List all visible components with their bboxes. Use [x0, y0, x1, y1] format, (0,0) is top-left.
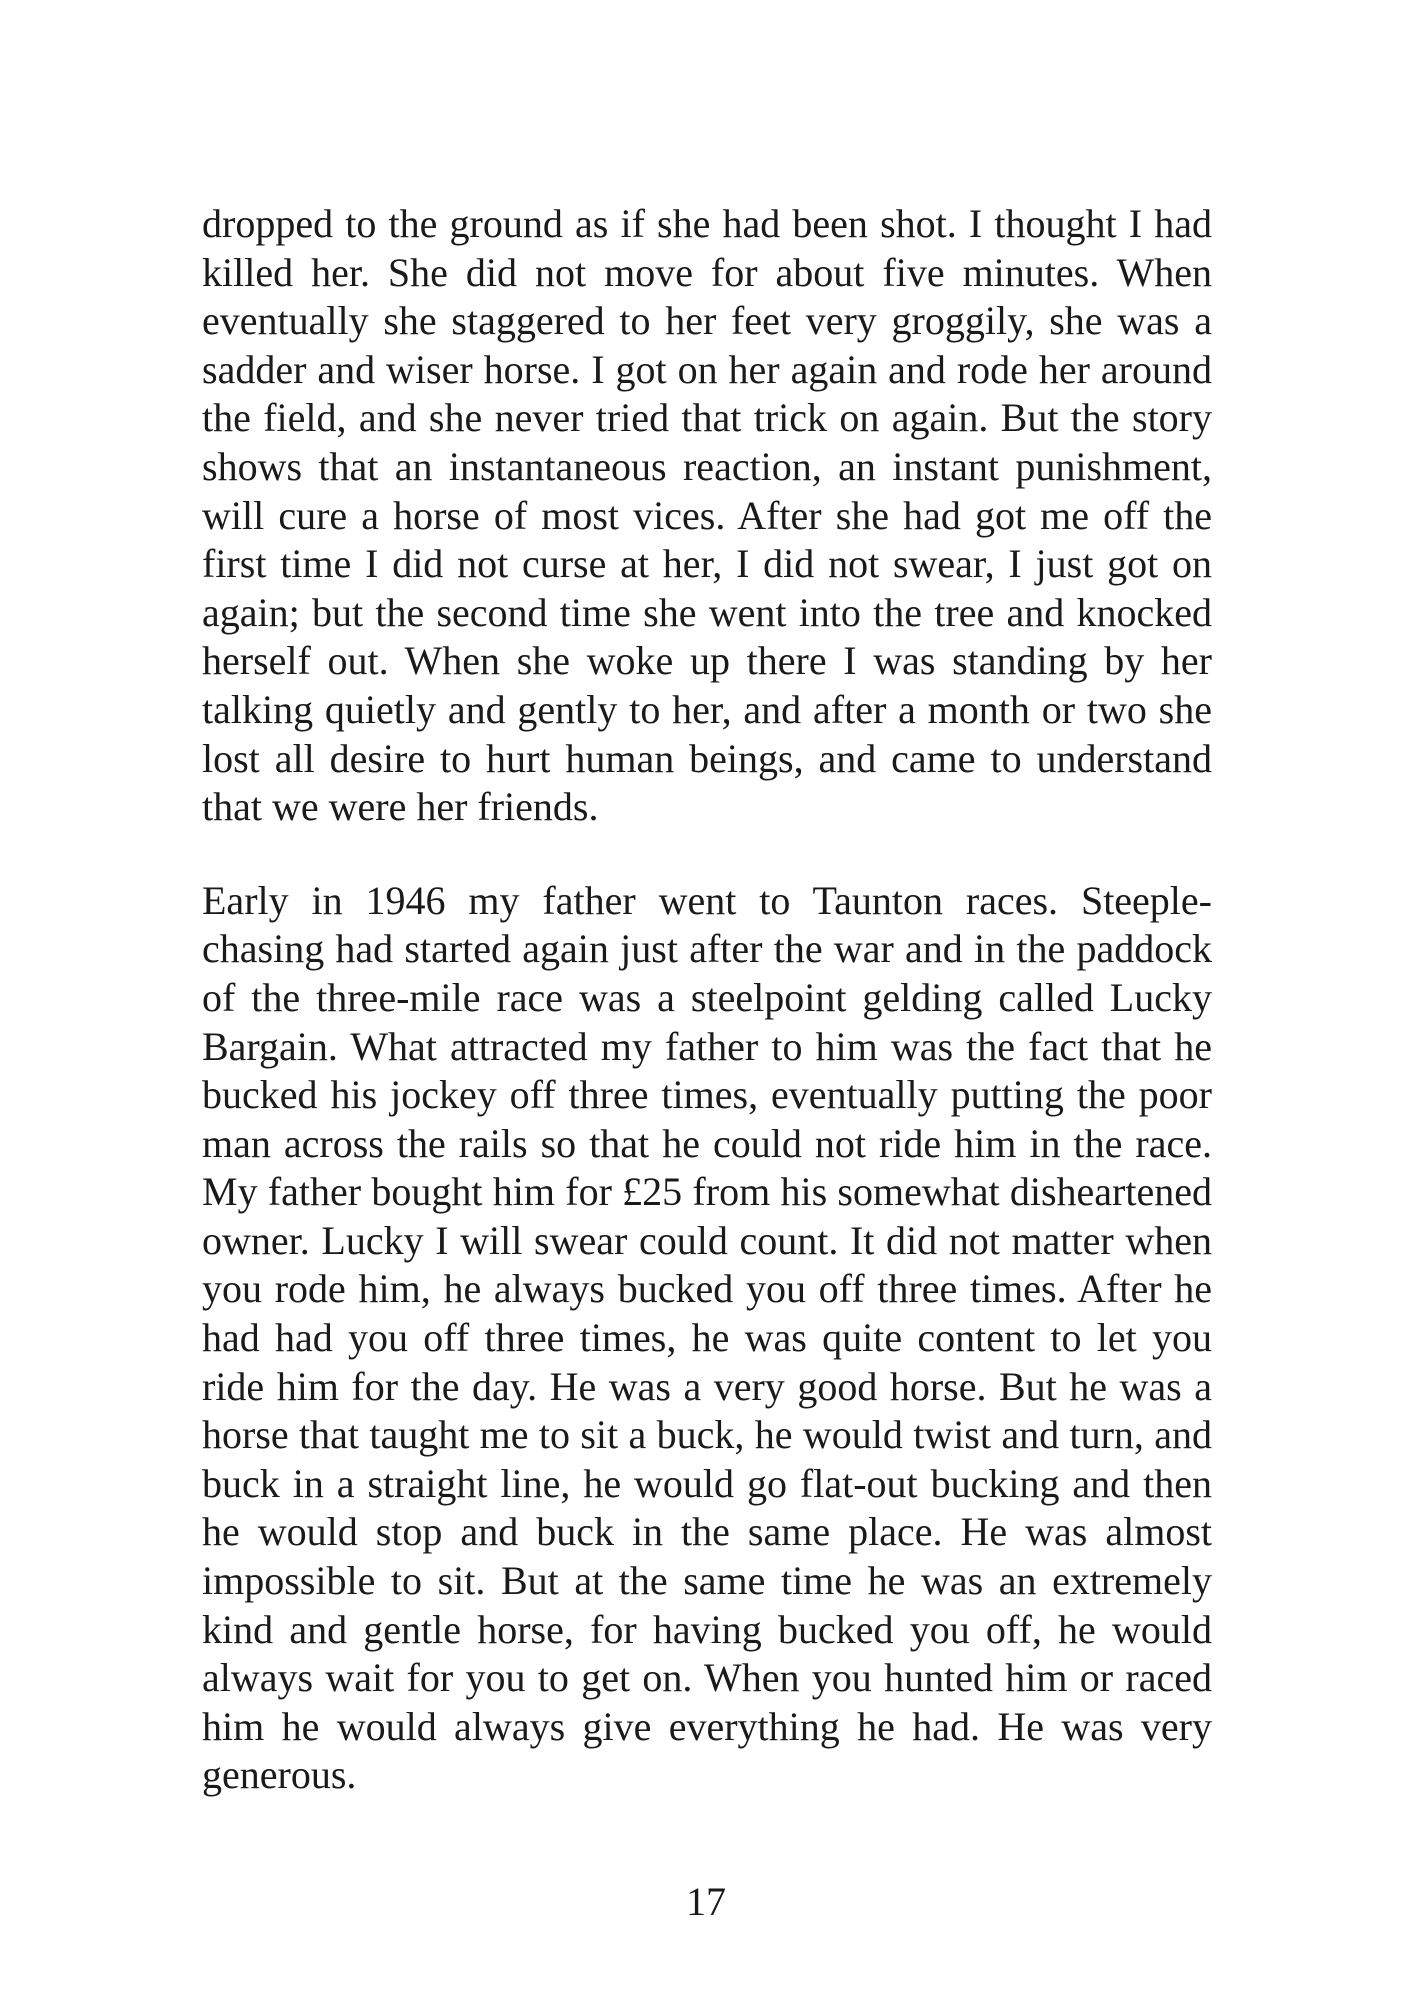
- paragraph-1: dropped to the ground as if she had been shot. I thought I had killed her. She did not move for about five minutes. When eventually she staggered to her feet very groggily, she was a sadder and wiser horse. I got on her again and rode her around the field, and she never tried that trick on again. But the story shows that an instantaneous reaction, an instant punishment, will cure a horse of most vices. After she had got me off the first time I did not curse at her, I did not swear, I just got on again; but the second time she went into the tree and knocked herself out. When she woke up there I was standing by her talking quietly and gently to her, and after a month or two she lost all desire to hurt human beings, and came to understand that we were her friends.: [202, 201, 1212, 830]
- page-number: 17: [686, 1879, 726, 1924]
- paragraph-2: Early in 1946 my father went to Taunton races. Steeple-chasing had started again just after the war and in the paddock of the three-mile race was a steelpoint gelding called Lucky Bargain. What attracted my father to him was the fact that he bucked his jockey off three times, eventually putting the poor man across the rails so that he could not ride him in the race. My father bought him for £25 from his somewhat disheartened owner. Lucky I will swear could count. It did not matter when you rode him, he always bucked you off three times. After he had had you off three times, he was quite content to let you ride him for the day. He was a very good horse. But he was a horse that taught me to sit a buck, he would twist and turn, and buck in a straight line, he would go flat-out bucking and then he would stop and buck in the same place. He was almost impossible to sit. But at the same time he was an extremely kind and gentle horse, for having bucked you off, he would always wait for you to get on. When you hunted him or raced him he would always give everything he had. He was very generous.: [202, 877, 1212, 1798]
- body-text: [202, 200, 1212, 1800]
